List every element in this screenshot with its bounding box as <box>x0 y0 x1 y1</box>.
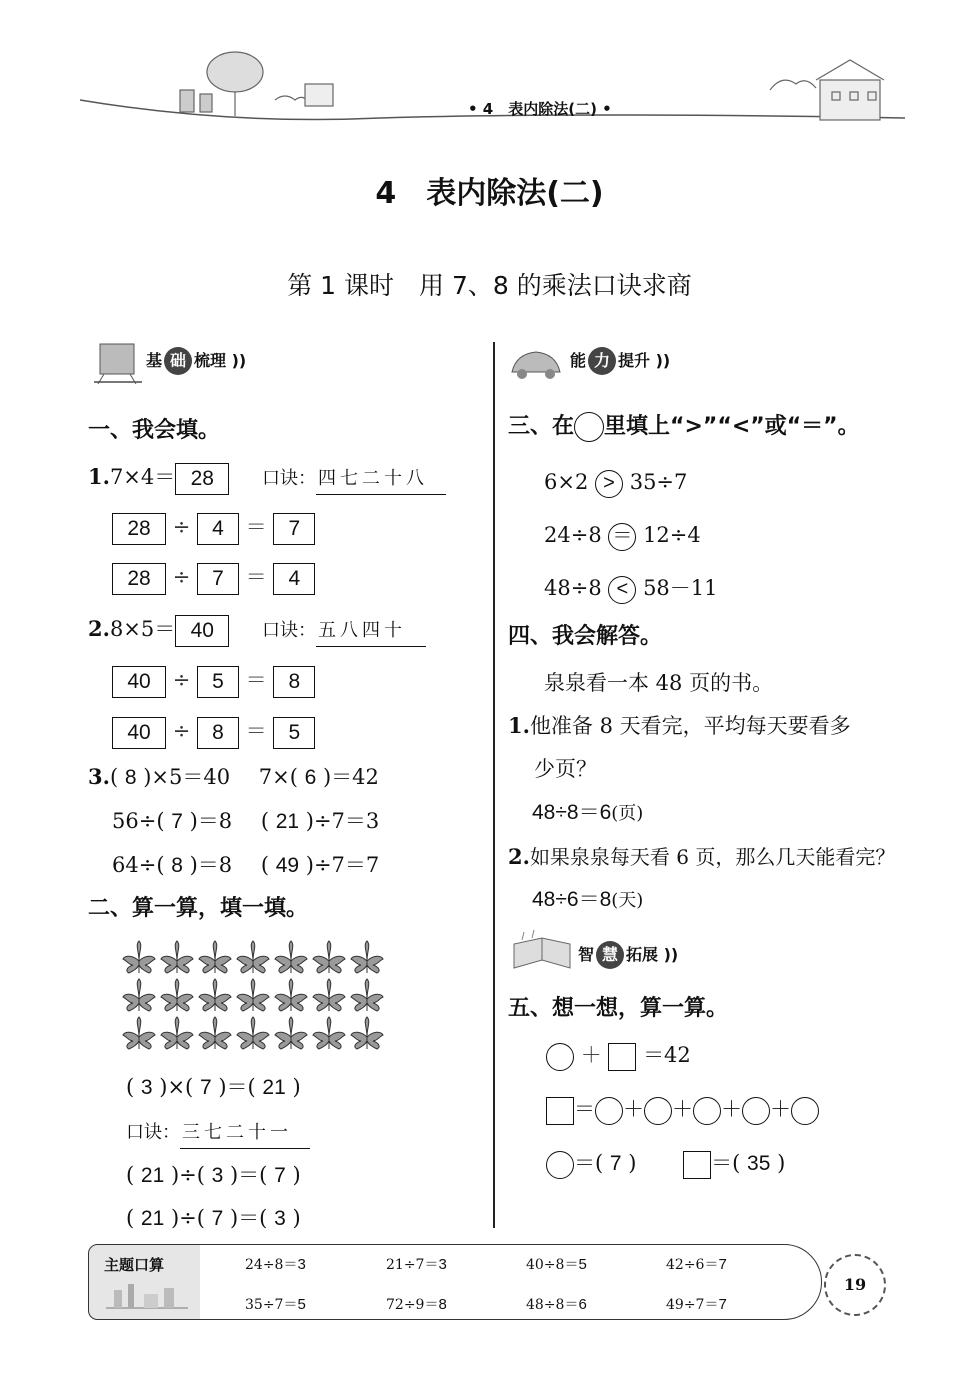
page-number: 19 <box>824 1254 886 1316</box>
circle-shape <box>644 1097 672 1125</box>
badge-wisdom: 智 慧 拓展 )) <box>578 941 678 969</box>
calc-item: 35÷7＝5 <box>245 1296 306 1313</box>
section-2-heading: 二、算一算，填一填。 <box>88 896 309 921</box>
circle-shape <box>546 1043 574 1071</box>
page-title: 4 表内除法(二) <box>375 176 604 211</box>
calc-item: 24÷8＝3 <box>245 1256 306 1273</box>
leaf-icon <box>351 1017 383 1049</box>
city-icon <box>104 1280 190 1310</box>
compare-row-2: 24÷8 ＝ 12÷4 <box>544 520 701 551</box>
leaf-icon <box>237 941 269 973</box>
sec2-divide-eq-1: ( 21 )÷( 3 )＝( 7 ) <box>126 1163 301 1187</box>
q2-koujue[interactable]: 五八四十 <box>316 616 426 647</box>
square-shape <box>683 1151 711 1179</box>
q3-row-3: 64÷( 8 )＝8 ( 49 )÷7＝7 <box>112 853 380 877</box>
calc-item: 49÷7＝7 <box>666 1296 727 1313</box>
circle-shape <box>546 1151 574 1179</box>
leaf-icon <box>123 941 155 973</box>
calc-item: 48÷8＝6 <box>526 1296 587 1313</box>
leaf-icon <box>199 979 231 1011</box>
leaf-icon <box>275 941 307 973</box>
calc-item: 40÷8＝5 <box>526 1256 587 1273</box>
puzzle-answers: ＝( 7 ) ＝( 35 ) <box>546 1148 785 1179</box>
section-1-heading: 一、我会填。 <box>88 418 221 443</box>
problem-2-line: 2.如果泉泉每天看 6 页，那么几天能看完？ <box>508 844 896 869</box>
q1-division-row: 28 ÷ 4 ＝ 7 <box>112 512 315 545</box>
leaf-grid-illustration <box>120 938 392 1052</box>
circle-shape <box>693 1097 721 1125</box>
leaf-icon <box>123 979 155 1011</box>
leaf-icon <box>199 941 231 973</box>
compare-row-3: 48÷8 < 58－11 <box>544 573 718 604</box>
leaf-icon <box>237 979 269 1011</box>
house-illustration <box>770 60 884 120</box>
leaf-icon <box>161 979 193 1011</box>
leaf-icon <box>313 1017 345 1049</box>
circle-shape <box>791 1097 819 1125</box>
calc-item: 42÷6＝7 <box>666 1256 727 1273</box>
circle-shape <box>742 1097 770 1125</box>
q2-division-row: 40 ÷ 8 ＝ 5 <box>112 716 315 749</box>
leaf-icon <box>313 941 345 973</box>
q3-row-2: 56÷( 7 )＝8 ( 21 )÷7＝3 <box>112 809 380 833</box>
leaf-icon <box>237 1017 269 1049</box>
sec2-koujue[interactable]: 三七二十一 <box>180 1118 310 1149</box>
compare-circle[interactable]: < <box>608 576 636 604</box>
leaf-icon <box>161 1017 193 1049</box>
problem-2-answer: 48÷6＝8(天) <box>532 888 644 911</box>
problem-1-answer: 48÷8＝6(页) <box>532 801 644 824</box>
problem-1-line-1: 1.他准备 8 天看完，平均每天要看多 <box>508 713 851 738</box>
running-header: • 4 表内除法(二) • <box>468 100 612 118</box>
q3-row-1: 3.( 8 )×5＝40 7×( 6 )＝42 <box>88 764 379 789</box>
puzzle-eq-1: ＋ ＝42 <box>546 1040 691 1071</box>
section-3-heading: 三、在 里填上“>”“<”或“＝”。 <box>508 412 860 442</box>
leaf-icon <box>351 979 383 1011</box>
section-4-heading: 四、我会解答。 <box>508 624 663 649</box>
q1-answer-box[interactable]: 28 <box>175 463 229 495</box>
leaf-icon <box>161 941 193 973</box>
leaf-icon <box>123 1017 155 1049</box>
leaf-icon <box>199 1017 231 1049</box>
q2-answer-box[interactable]: 40 <box>175 615 229 647</box>
problem-1-line-2: 少页？ <box>534 757 597 781</box>
q1-koujue[interactable]: 四七二十八 <box>316 464 446 495</box>
sec2-divide-eq-2: ( 21 )÷( 7 )＝( 3 ) <box>126 1206 301 1230</box>
lesson-subtitle: 第 1 课时 用 7、8 的乘法口诀求商 <box>287 271 692 300</box>
compare-circle[interactable]: > <box>595 470 623 498</box>
calc-item: 21÷7＝3 <box>386 1256 447 1273</box>
leaf-icon <box>351 941 383 973</box>
leaf-icon <box>313 979 345 1011</box>
square-answer[interactable]: 35 <box>747 1152 771 1175</box>
story-text: 泉泉看一本 48 页的书。 <box>544 671 774 695</box>
leaf-icon <box>275 979 307 1011</box>
circle-answer[interactable]: 7 <box>609 1152 622 1175</box>
badge-basic: 基 础 梳理 )) <box>146 347 246 375</box>
section-5-heading: 五、想一想，算一算。 <box>508 996 729 1021</box>
compare-circle[interactable]: ＝ <box>608 523 636 551</box>
circle-shape <box>595 1097 623 1125</box>
sec2-koujue-row: 口诀： 三七二十一 <box>126 1116 310 1149</box>
badge-ability: 能 力 提升 )) <box>570 347 670 375</box>
square-shape <box>546 1097 574 1125</box>
column-divider <box>493 342 495 1228</box>
car-icon <box>506 344 566 384</box>
leaf-icon <box>275 1017 307 1049</box>
footer-label: 主题口算 <box>104 1256 165 1274</box>
q2-division-row: 40 ÷ 5 ＝ 8 <box>112 665 315 698</box>
q1-row: 1.7×4＝ 28 口诀： 四七二十八 <box>88 462 446 495</box>
book-icon <box>92 340 146 386</box>
open-book-icon <box>508 930 578 976</box>
q2-row: 2.8×5＝ 40 口诀： 五八四十 <box>88 614 426 647</box>
tree-illustration <box>180 52 333 116</box>
q1-division-row: 28 ÷ 7 ＝ 4 <box>112 562 315 595</box>
sec2-multiply-eq: ( 3 )×( 7 )＝( 21 ) <box>126 1075 301 1099</box>
compare-row-1: 6×2 > 35÷7 <box>544 467 687 498</box>
calc-item: 72÷9＝8 <box>386 1296 447 1313</box>
square-shape <box>608 1043 636 1071</box>
puzzle-eq-2: ＝ ＋ ＋ ＋ ＋ <box>546 1094 819 1125</box>
